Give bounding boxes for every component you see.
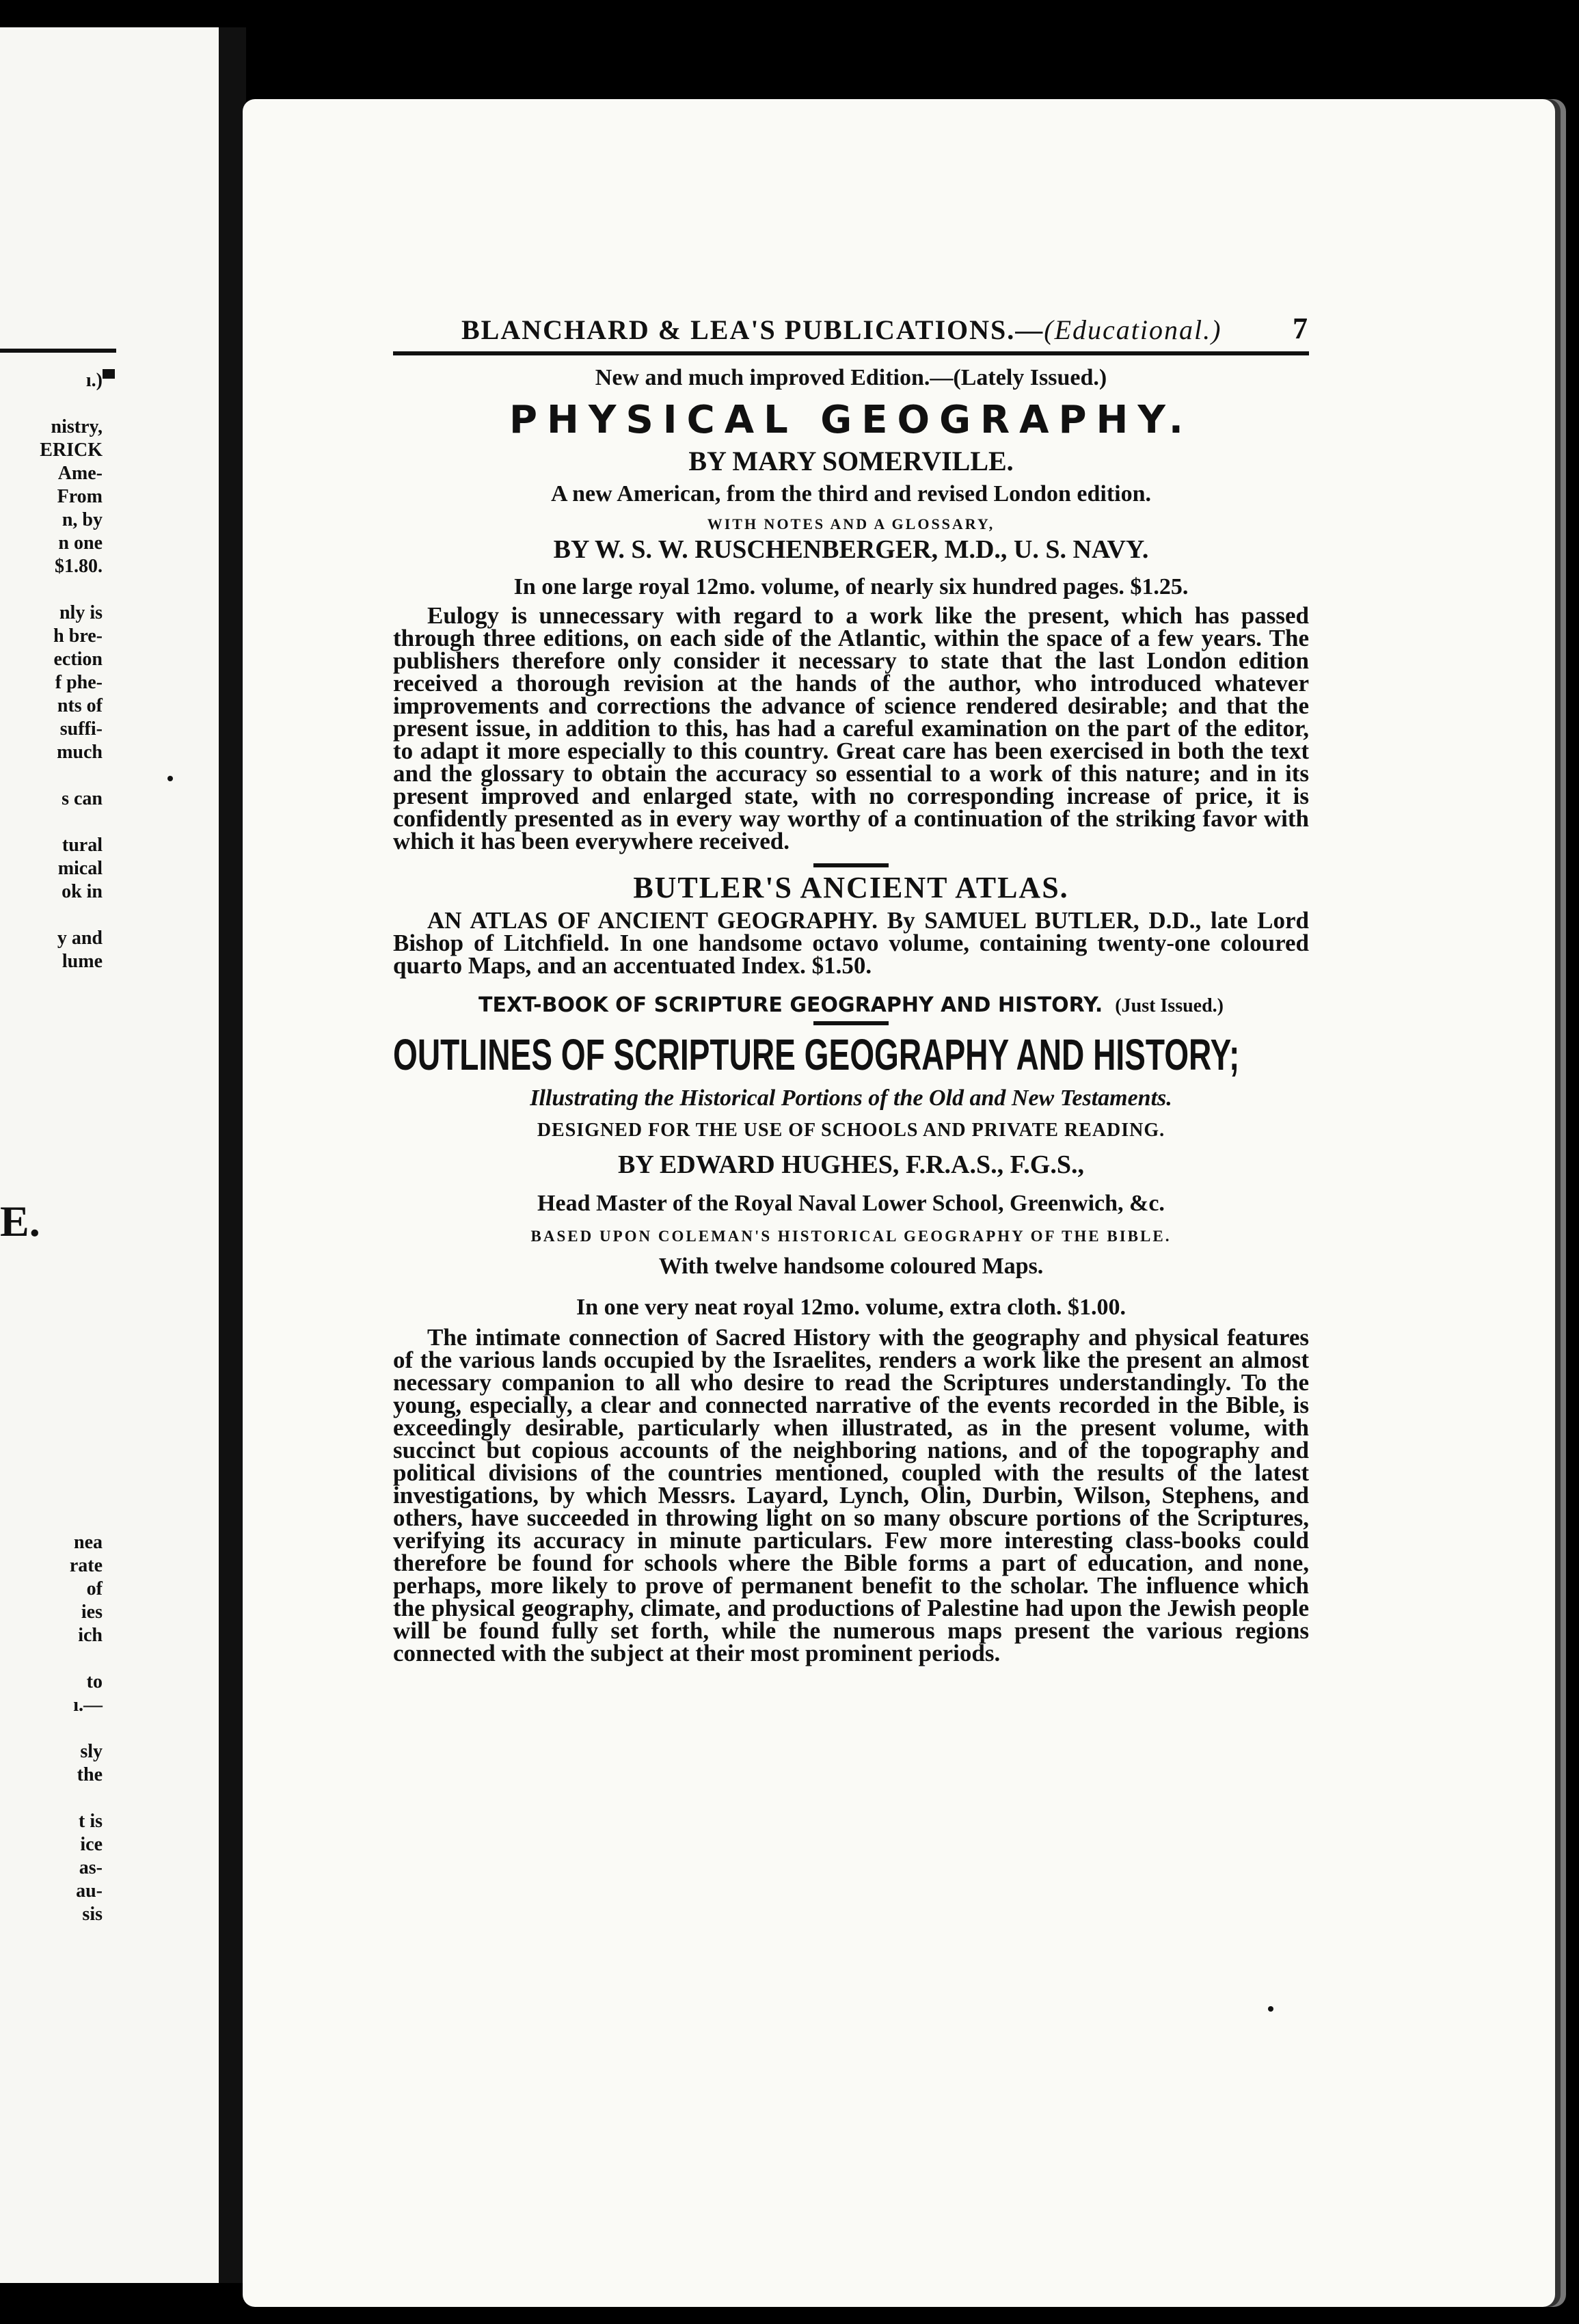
scripture-kicker-row	[393, 993, 1309, 1017]
editor-line: BY W. S. W. RUSCHENBERGER, M.D., U. S. NAVY.	[553, 535, 1149, 564]
left-page-fragment: s can	[62, 788, 103, 809]
left-page-fragment: Ame-	[57, 463, 103, 484]
left-page-fragment: f phe-	[55, 672, 103, 693]
left-page-fragment: au-	[76, 1880, 103, 1902]
scripture-volume: In one very neat royal 12mo. volume, extra cloth. $1.00.	[576, 1295, 1126, 1320]
physical-geography-description: Eulogy is unnecessary with regard to a work like the present, which has passed through three editions, on each side of the Atlantic, within the space of a few years. The publishers therefore only consider it necessary to state that the last London edition received a thorough revision at the hands of the author, who introduced whatever improvements and corrections the advance of science rendered desirable; and that the present issue, in addition to this, has had a careful examination on the part of the editor, to adapt it more especially to this country. Great care has been exercised in both the text and the glossary to obtain the accuracy so essential to a work of this nature; and in its present improved and enlarged state, with no corresponding increase of price, it is confidently presented as in every way worthy of a continuation of the striking favor with which it has been everywhere received.	[393, 602, 1309, 854]
header-category: (Educational.)	[1044, 314, 1222, 345]
left-page-fragment: From	[57, 486, 103, 507]
left-page-mark	[103, 369, 115, 379]
left-page-fragment	[0, 764, 103, 787]
left-page-fragment: ies	[81, 1602, 103, 1623]
left-page-fragment: ection	[53, 649, 103, 670]
left-page-fragment: $1.80.	[55, 556, 103, 577]
left-page-fragment: ich	[78, 1625, 103, 1646]
left-page-fragment: mical	[57, 858, 103, 879]
physical-geography-volume: In one large royal 12mo. volume, of nearly six hundred pages. $1.25.	[513, 574, 1189, 599]
left-page-fragment: n one	[58, 532, 103, 554]
left-page-fragment	[0, 392, 103, 416]
left-page-fragment	[0, 578, 103, 602]
left-page-fragment: tural	[62, 835, 103, 856]
scripture-title-wrap	[393, 1029, 1309, 1077]
left-page-fragment: to	[86, 1671, 103, 1692]
left-page-fragments-bottom	[0, 1531, 103, 1926]
left-page-fragment: as-	[79, 1857, 103, 1878]
edition-note: New and much improved Edition.—(Lately Issued.)	[595, 365, 1107, 390]
left-page-fragment	[0, 1717, 103, 1740]
left-page-fragment: nly is	[59, 602, 103, 623]
left-page-fragment: suffi-	[59, 718, 103, 740]
left-page-fragment: ı.)	[85, 370, 103, 391]
ancient-atlas-title: BUTLER'S ANCIENT ATLAS.	[633, 871, 1069, 904]
running-header	[393, 311, 1309, 355]
left-page-fragment: the	[77, 1764, 103, 1785]
scripture-designed: DESIGNED FOR THE USE OF SCHOOLS AND PRIVATE READING.	[537, 1120, 1165, 1141]
left-page-fragment: rate	[69, 1555, 103, 1576]
left-page-edge	[0, 27, 219, 2283]
scripture-based: BASED UPON COLEMAN'S HISTORICAL GEOGRAPHY OF THE BIBLE.	[530, 1228, 1172, 1245]
left-page-fragment: t is	[79, 1811, 103, 1832]
scripture-kicker-note: (Just Issued.)	[1115, 995, 1224, 1016]
ancient-atlas-description: AN ATLAS OF ANCIENT GEOGRAPHY. By SAMUEL BUTLER, D.D., late Lord Bishop of Litchfield. In one handsome octavo volume, containing twenty-one coloured quarto Maps, and an accentuated Index. $1.50.	[393, 907, 1309, 979]
left-page-rule	[0, 349, 116, 353]
left-page-fragment: ok in	[62, 881, 103, 902]
speck	[167, 776, 173, 781]
physical-geography-title: PHYSICAL GEOGRAPHY.	[509, 398, 1193, 442]
scripture-title: OUTLINES OF SCRIPTURE GEOGRAPHY AND HISTORY;	[393, 1030, 1240, 1079]
speck	[1268, 2006, 1273, 2012]
left-page-fragment: h bre-	[53, 625, 103, 647]
book-gutter	[219, 27, 246, 2283]
left-page-fragment: nistry,	[51, 416, 103, 437]
physical-geography-author: BY MARY SOMERVILLE.	[688, 446, 1014, 476]
header-title: BLANCHARD & LEA'S PUBLICATIONS.—	[461, 314, 1044, 345]
section-divider	[813, 1021, 889, 1025]
left-page-fragment: sly	[80, 1741, 103, 1762]
left-page-fragment: ice	[80, 1834, 103, 1855]
notes-line: WITH NOTES AND A GLOSSARY,	[707, 515, 995, 532]
left-page-fragment	[0, 1647, 103, 1671]
page-content	[393, 311, 1309, 1664]
left-page-fragment: sis	[82, 1904, 103, 1925]
left-page-fragment: nea	[74, 1532, 103, 1553]
left-page-fragments-top	[0, 369, 103, 973]
left-page-big-letter: E.	[0, 1197, 40, 1245]
scripture-kicker: TEXT-BOOK OF SCRIPTURE GEOGRAPHY AND HISTORY.	[478, 993, 1103, 1017]
left-page-fragment: lume	[62, 951, 103, 972]
scripture-description: The intimate connection of Sacred History with the geography and physical features of the various lands occupied by the Israelites, renders a work like the present an almost necessary companion to all who desire to read the Scriptures understandingly. To the young, especially, a clear and connected narrative of the events recorded in the Bible, is exceedingly desirable, particularly when illustrated, as in the present volume, with succinct but copious accounts of the neighboring nations, and of the topography and political divisions of the countries mentioned, coupled with the results of the latest investigations, by which Messrs. Layard, Lynch, Olin, Durbin, Wilson, Stephens, and others, have succeeded in throwing light on so many obscure portions of the Scriptures, verifying its accuracy in minute particulars. Few more interesting class-books could therefore be found for schools where the Bible forms a part of education, and none, perhaps, more likely to prove of permanent benefit to the scholar. The influence which the physical geography, climate, and productions of Palestine had upon the Jewish people will be found fully set forth, while the numerous maps present the various regions connected with the subject at their most prominent periods.	[393, 1324, 1309, 1666]
left-page-fragment	[0, 1787, 103, 1810]
left-page-fragment: ı.—	[73, 1694, 103, 1716]
scripture-author-position: Head Master of the Royal Naval Lower School, Greenwich, &c.	[537, 1191, 1165, 1216]
left-page-fragment: y and	[57, 928, 103, 949]
section-divider	[813, 863, 889, 867]
left-page-fragment: nts of	[57, 695, 103, 716]
left-page-fragment: n, by	[62, 509, 103, 530]
scripture-author: BY EDWARD HUGHES, F.R.A.S., F.G.S.,	[617, 1150, 1085, 1179]
left-page-fragment: much	[57, 742, 103, 763]
scripture-subtitle: Illustrating the Historical Portions of the Old and New Testaments.	[530, 1085, 1172, 1111]
page-number: 7	[1293, 312, 1309, 345]
physical-geography-edition: A new American, from the third and revised London edition.	[550, 481, 1152, 506]
left-page-fragment	[0, 811, 103, 834]
left-page-fragment: ERICK	[40, 440, 103, 461]
left-page-fragment	[0, 904, 103, 927]
left-page-fragment: of	[86, 1578, 103, 1599]
scripture-maps: With twelve handsome coloured Maps.	[658, 1254, 1044, 1279]
